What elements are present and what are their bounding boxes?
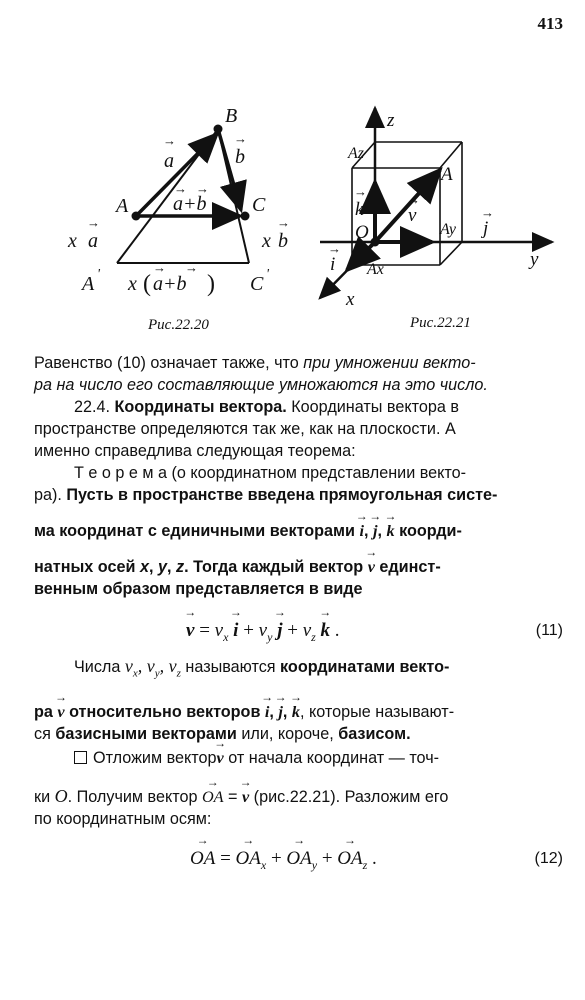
svg-text:(: ( xyxy=(143,271,151,297)
caption-22-20: Рис.22.20 xyxy=(148,317,209,333)
label-i: i xyxy=(330,254,336,275)
point-A xyxy=(132,212,141,221)
equation-12-number: (12) xyxy=(534,850,563,867)
p2-line2: пространстве определяются так же, как на плоскости. А xyxy=(34,420,456,438)
label-a-plus-b: a+b xyxy=(173,193,207,215)
body-text xyxy=(34,352,566,600)
label-Ay: Ay xyxy=(440,221,456,238)
point-O xyxy=(371,238,380,247)
p3-line4: натных осей x, y, z. Тогда каждый вектор → v единст- xyxy=(34,556,566,578)
svg-text:→: → xyxy=(481,205,494,220)
label-A-prime: A xyxy=(82,273,95,295)
point-B xyxy=(214,125,223,134)
p1-line1: Равенство (10) означает также, что при умножении векто- xyxy=(34,354,476,372)
label-A: A xyxy=(116,195,129,217)
svg-text:→: → xyxy=(354,184,367,199)
label-A-cube: A xyxy=(441,164,453,185)
p3-line1: Т е о р е м а (о координатном представлении векто- xyxy=(74,464,467,482)
svg-text:→: → xyxy=(234,131,247,146)
figure-22-21 xyxy=(300,100,570,315)
label-a: a xyxy=(164,150,174,172)
equation-11-number: (11) xyxy=(535,622,563,639)
p5-line2: ки O. Получим вектор → OA = → v (рис.22.21). Разложим его xyxy=(34,785,566,808)
p2-line3: именно справедлива следующая теорема: xyxy=(34,442,356,460)
p5-line1: Отложим вектор→ v от начала координат — точ- xyxy=(34,747,566,769)
p1-line2: ра на число его составляющие умножаются на это число. xyxy=(34,376,488,394)
svg-text:': ' xyxy=(266,267,269,282)
label-C-prime: C xyxy=(250,273,264,295)
label-B: B xyxy=(225,105,238,127)
svg-text:→: → xyxy=(277,215,290,230)
svg-text:→: → xyxy=(407,192,420,207)
label-y: y xyxy=(530,249,539,270)
equation-12: → OA = → $OA_x$ + → $OA_y$ + → $OA_z$ . xyxy=(190,848,377,873)
label-Az: Az xyxy=(348,145,364,162)
svg-text:→: → xyxy=(87,215,100,230)
equation-11: → $v = v_x \to i + v_y \to j + v_z \to k$ . xyxy=(186,620,340,645)
label-xb-b: b xyxy=(278,230,288,252)
p3-line3: ма координат с единичными векторами → i, → j, → k коорди- xyxy=(34,520,566,542)
proof-square-icon xyxy=(74,751,87,764)
p3-line2: ра). Пусть в пространстве введена прямоугольная систе- xyxy=(34,486,498,504)
svg-text:→: → xyxy=(163,133,176,148)
label-j: j xyxy=(483,218,489,239)
p5-line3: по координатным осям: xyxy=(34,809,212,828)
label-bottom-x: x xyxy=(128,273,137,295)
p3-line5: венным образом представляется в виде xyxy=(34,580,363,598)
label-bottom-a-plus-b: a+b xyxy=(153,273,187,295)
svg-text:): ) xyxy=(207,271,215,297)
label-b: b xyxy=(235,146,245,168)
label-Ax: Ax xyxy=(367,261,384,278)
svg-text:→: → xyxy=(196,181,209,196)
point-C xyxy=(241,212,250,221)
page-number: 413 xyxy=(537,14,563,33)
label-xa-a: a xyxy=(88,230,98,252)
label-k: k xyxy=(355,199,364,220)
label-O: O xyxy=(355,222,369,243)
svg-text:→: → xyxy=(174,181,187,196)
body-text-2 xyxy=(34,655,566,830)
caption-22-21: Рис.22.21 xyxy=(410,315,471,331)
label-C: C xyxy=(252,194,266,216)
label-xb-x: x xyxy=(262,230,271,252)
svg-text:→: → xyxy=(328,241,341,256)
p4-line1: Числа $v_x$, $v_y$, $v_z$ называются координатами векто- xyxy=(74,656,450,680)
label-z: z xyxy=(387,110,395,131)
p2-line1: 22.4. Координаты вектора. Координаты вектора в xyxy=(74,398,459,416)
p4-line3: ся базисными векторами или, короче, базисом. xyxy=(34,724,411,743)
figure-22-20 xyxy=(60,100,300,300)
p4-line2: ра → v относительно векторов → i, → j, → k, которые называют- xyxy=(34,701,566,723)
svg-text:': ' xyxy=(97,267,100,282)
label-x: x xyxy=(346,289,355,310)
svg-text:→: → xyxy=(185,260,198,275)
label-v: v xyxy=(408,205,417,226)
label-xa-x: x xyxy=(68,230,77,252)
svg-text:→: → xyxy=(153,260,166,275)
